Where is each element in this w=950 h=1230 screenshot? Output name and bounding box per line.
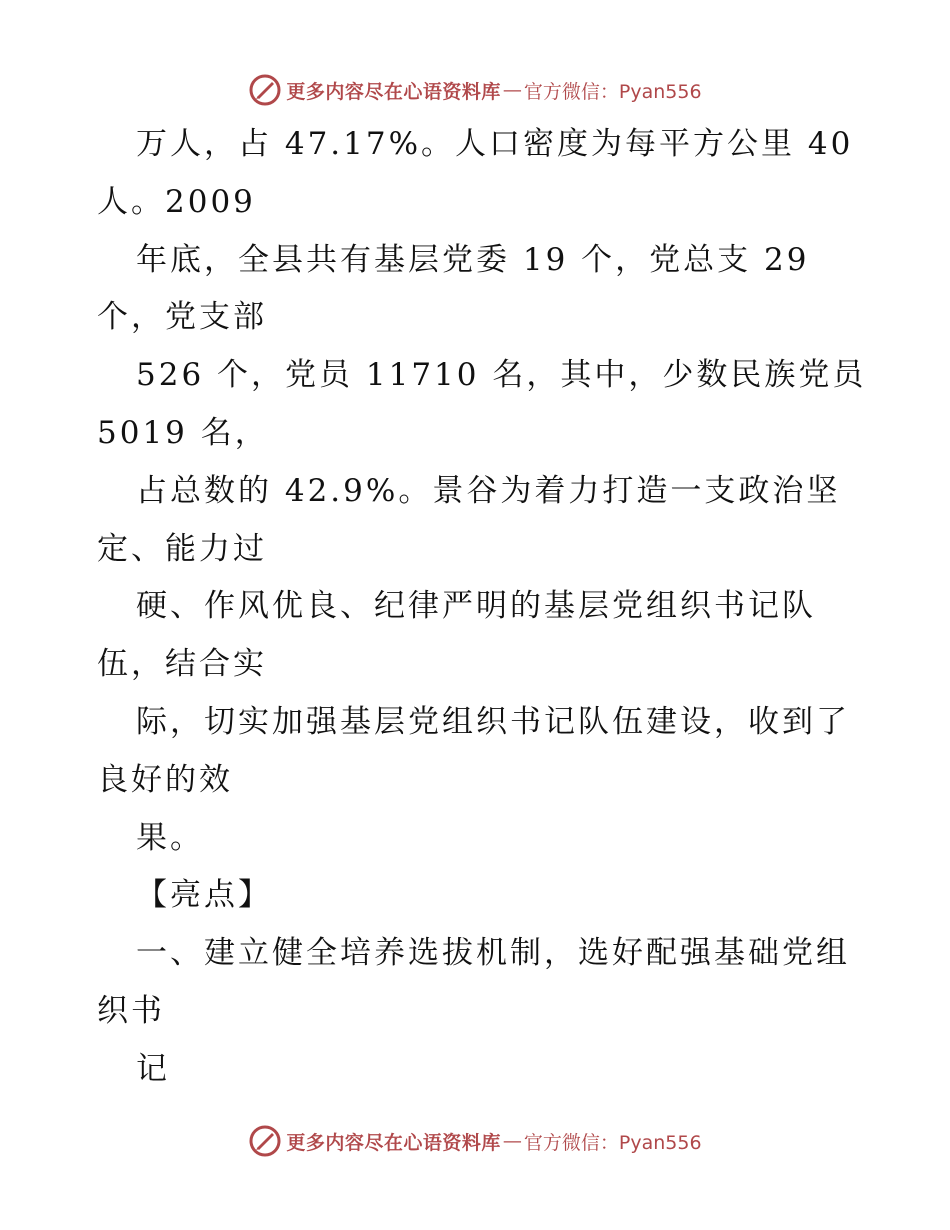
body-line: 际，切实加强基层党组织书记队伍建设，收到了 (136, 703, 850, 740)
body-line: 526 个，党员 11710 名，其中，少数民族党员 (136, 357, 867, 394)
footer-watermark-banner (0, 1121, 950, 1161)
header-watermark-banner (0, 70, 950, 110)
body-line: 硬、作风优良、纪律严明的基层党组织书记队 (136, 588, 816, 625)
body-line: 万人，占 47.17%。人口密度为每平方公里 40 (136, 126, 854, 162)
body-line: 年底，全县共有基层党委 19 个，党总支 29 (136, 241, 810, 278)
header-banner-text: 更多内容尽在心语资料库 (286, 80, 501, 103)
footer-banner-text: 更多内容尽在心语资料库 (286, 1131, 501, 1154)
body-line: 一、建立健全培养选拔机制，选好配强基础党组 (136, 935, 850, 972)
body-line: 果。 (136, 819, 204, 856)
body-line: 记 (136, 1050, 170, 1087)
header-wechat-text: 官方微信：Pyan556 (523, 80, 702, 103)
section-heading: 【亮点】 (136, 877, 272, 914)
footer-wechat-text: 官方微信：Pyan556 (523, 1131, 702, 1154)
footer-banner-separator: — (502, 1130, 522, 1152)
body-line: 个，党支部 (97, 299, 267, 336)
pen-quill-logo-icon (248, 73, 282, 107)
body-line: 良好的效 (97, 761, 233, 798)
pen-quill-logo-icon (248, 1124, 282, 1158)
header-banner-separator: — (502, 79, 522, 101)
body-line: 定、能力过 (97, 530, 267, 567)
body-line: 5019 名， (97, 414, 269, 451)
body-line: 占总数的 42.9%。景谷为着力打造一支政治坚 (136, 472, 841, 509)
body-line: 人。2009 (97, 183, 256, 220)
document-body (97, 116, 887, 1099)
body-line: 伍，结合实 (97, 646, 267, 683)
body-line: 织书 (97, 992, 165, 1029)
